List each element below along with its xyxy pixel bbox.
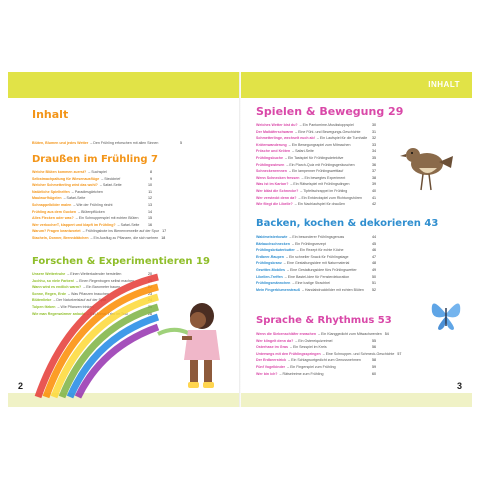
toc-entry[interactable] [32,176,152,183]
entry-page: 36 [372,162,376,167]
entry-title: Tulpen färben [32,304,56,309]
entry-subtitle: – Ein Ostereiquizreimel [295,338,333,343]
entry-subtitle: – Ein schneller Snack für Frühlingstage [285,254,349,259]
entry-subtitle: – Ein Fingerspiel zum Frühling [287,364,336,369]
entry-title: Waldmeisterbowle [256,235,288,239]
entry-subtitle: – Rätselreime zum Frühling [279,371,324,376]
entry-title: Frühlingskräuterbutter [256,248,295,253]
entry-title: Wer klingelt denn da? [256,338,294,343]
entry-page: 37 [372,169,376,174]
toc-entry[interactable] [32,209,152,216]
entry-page: 46 [372,248,376,253]
entry-title: Der Maikäferschwarm [256,129,294,134]
entry-subtitle: – Ein besonderer Frühlingsgenuss [289,235,345,239]
entry-page: 33 [372,142,376,147]
entry-subtitle: – Einen Regenbogen selbst machen [76,278,135,283]
entry-subtitle: – Handabdruckbilder mit echten Blüten [301,287,364,292]
entry-page: 34 [372,149,376,154]
entry-page: 52 [372,287,376,292]
section-title-draussen: Draußen im Frühling 7 [32,154,158,165]
toc-entry[interactable] [256,371,376,378]
entry-page: 47 [372,254,376,259]
toc-entry[interactable] [256,175,376,182]
entry-title: Libellen-Treffen [256,274,283,279]
entry-title: Frühlingskranz [256,261,282,266]
entry-subtitle: – Ein Bewegungsspiel zum Mitmachen [288,142,351,147]
right-page [240,72,472,407]
entry-title: Frühlingsmännchen [256,281,291,286]
bottom-band [240,393,472,407]
entry-subtitle: – Ein Rezept für echte Köche [296,248,344,253]
entry-subtitle: – Ein Entdeckspiel zum Richtungshören [298,195,363,200]
entry-page: 48 [372,261,376,266]
entry-title: Fünf Vogelkinder [256,364,286,369]
entry-subtitle: – Frühlingsbote ins Bienenverwelle auf der Spur [82,229,160,234]
entry-page: 13 [148,202,152,207]
entry-page: 24 [148,298,152,303]
entry-title: Selbstmachpaltung für Wiesenausflüge [32,176,100,181]
entry-subtitle: – Safari-Seite [117,222,140,227]
entry-page: 44 [372,235,376,239]
top-band [8,72,240,98]
entry-subtitle: – Ein Anmal-Trick im Test [87,311,128,316]
entry-title: Sonne, Regen, Erde [32,291,66,296]
entry-page: 14 [148,209,152,214]
entry-subtitle: – Ein Laufspiel für die Turnhalle [316,136,368,141]
top-band [240,72,472,98]
entry-subtitle: – Wie der Frühling riecht [73,202,113,207]
toc-entry[interactable] [256,129,376,136]
entry-subtitle: – Safari-Seite [99,183,122,188]
entry-page: 15 [148,216,152,221]
entry-subtitle: – Ein Klanggedicht zum Mitwachwerden [318,332,382,336]
entry-page: 11 [148,189,152,194]
entry-page: 39 [372,182,376,187]
entry-page: 54 [384,332,389,336]
entry-title: Mein Fingerblumenstrauß [256,287,300,292]
toc-entry[interactable] [256,357,376,364]
entry-page: 40 [372,188,376,193]
toc-entry[interactable] [32,222,152,229]
toc-entry[interactable] [32,202,152,209]
entry-page: 5 [180,141,182,145]
entry-title: Schnappelbilder malen [32,202,72,207]
entry-title: Wenn Schnecken fressen [256,175,300,180]
entry-subtitle: – Eine Bastel-Idee für Fensterdekoration [284,274,350,279]
entry-page: 58 [372,358,376,363]
entry-title: Schneckenrennen [256,169,287,174]
page-number-right: 3 [456,381,462,391]
entry-title: Blütenliebe [32,298,52,303]
toc-entry[interactable] [256,188,376,195]
entry-page: 59 [372,364,376,369]
entry-page: 10 [148,183,152,188]
toc-entry[interactable] [256,234,376,241]
entry-subtitle: – Einen Wetterkalender herstellen [67,272,122,276]
entry-title: Natürliche Spielhelfen [32,189,70,194]
section-title-forschen: Forschen & Experimentieren 19 [32,256,210,267]
toc-entry[interactable] [256,274,376,281]
entry-page: 26 [148,311,152,316]
entry-page: 23 [148,291,152,296]
entry-title: Stacheln, Donner, Brennblätchen [32,235,89,240]
entry-page: 55 [372,338,376,343]
entry-page: 18 [161,235,166,240]
entry-subtitle: – Ein Barometer bauen [83,285,121,290]
entry-title: Frühlingswiesen [256,162,285,167]
page-number-left: 2 [18,381,24,391]
entry-subtitle: – Blütenpflücken [78,209,105,214]
toc-entry[interactable] [32,215,152,222]
entry-subtitle: – Tipfeltschrappel im Frühling [300,188,348,193]
entry-subtitle: – Ein Plarch-Quiz mit Frühlingsgeräuschen [286,162,355,167]
entry-title: Wer versteckt denn da? [256,195,297,200]
toc-entry[interactable] [256,168,376,175]
entry-title: Erdbeer-Raupen [256,254,284,259]
toc-entry[interactable] [256,344,376,351]
entry-subtitle: – Eine Schnupper- und Schmeck-Geschichte [322,351,395,356]
entry-title: Unterwegs mit den Frühlingsspringen [256,351,321,356]
entry-subtitle: – Safari-Seite [63,196,86,201]
entry-title: Welcher Schmetterling wird das wohl? [32,183,98,188]
book-spread [8,72,472,407]
entry-page: 22 [148,285,152,290]
entry-subtitle: – Ein bewegtes Experiment [301,175,346,180]
girl-with-hose-illustration [158,294,230,390]
entry-title: Wer bin ich? [256,371,278,376]
entry-title: Was ist im Karton? [256,182,289,187]
entry-page: 30 [372,123,376,127]
toc-list-backen [256,234,376,293]
entry-title: Wann wird es endlich warm? [32,285,82,290]
entry-title: Gewitter-Mobiles [256,267,285,272]
toc-entry[interactable] [256,155,376,162]
butterfly-illustration [426,294,466,334]
entry-title: Wie man Regenwürmer anlockt [32,311,86,316]
toc-entry[interactable] [256,195,376,202]
toc-entry[interactable] [32,228,167,235]
toc-entry[interactable] [256,135,376,142]
entry-title: Frösche und Kröten [256,149,291,154]
entry-page: 41 [372,195,376,200]
entry-title: Wie fliegt die Libelle? [256,202,293,207]
entry-subtitle: – Steckbrief [101,176,121,181]
entry-subtitle: – Eine Gestaltungsidee fürs Frühlingswetter [286,267,357,272]
entry-page: 56 [372,345,376,350]
toc-entry[interactable] [256,122,376,129]
entry-title: Bärlauchschnecken [256,241,290,246]
toc-entry[interactable] [256,364,376,371]
entry-page: 9 [150,176,152,181]
toc-entry[interactable] [32,235,166,242]
intro-entry[interactable] [32,140,182,147]
entry-subtitle: – Wie Pflanzen trinken [57,304,94,309]
toc-entry[interactable] [32,195,152,202]
toc-entry[interactable] [256,162,376,169]
entry-page: 12 [148,196,152,201]
entry-title: Wer bläst die Schnecke? [256,188,299,193]
toc-list-spielen [256,122,376,208]
toc-entry[interactable] [256,142,376,149]
entry-page: 32 [372,136,376,141]
entry-title: Unsere Wettertruhe [32,272,66,276]
entry-page: 60 [372,371,376,376]
entry-subtitle: – Ein Sesspiel im Kreis [289,345,327,350]
toc-entry[interactable] [256,260,376,267]
entry-title: Krötenwanderung [256,142,287,147]
band-label: INHALT [428,80,460,89]
entry-page: 45 [372,241,376,246]
entry-page: 16 [148,222,152,227]
entry-title: Warum? Fragen beantwortet [32,229,81,234]
entry-subtitle: – Ein Schlagwortgedicht zum Genussnehmen [288,358,361,363]
entry-page: 20 [148,272,152,276]
entry-subtitle: – Ein Nachlaufspiel für draußen [294,202,346,207]
entry-title: Juchhu, so viele Farben! [32,278,75,283]
entry-subtitle: – Ein lampenner Frühlingswettlauf [288,169,344,174]
entry-page: 8 [150,170,152,174]
toc-entry[interactable] [256,181,376,188]
entry-title: Wer verkocherT, klappert und klapft im Frühling? [32,222,116,227]
page-fold [239,72,241,407]
entry-page: 25 [148,304,152,309]
entry-subtitle: – Eine Fühl- und Bewegungs-Geschichte [295,129,361,134]
entry-subtitle: – Ein Tastspiel für Frühlingsdetektive [284,155,344,160]
toc-entry[interactable] [256,351,402,358]
toc-entry[interactable] [32,169,152,176]
entry-page: 31 [372,129,376,134]
entry-page: 38 [372,175,376,180]
entry-page: 42 [372,202,376,207]
toc-entry[interactable] [256,280,376,287]
toc-entry[interactable] [32,189,152,196]
entry-title: Alles Flecken oder was? [32,216,74,221]
entry-subtitle: – Ein Schnupperspiel mit echten Blüten [75,216,139,221]
toc-entry[interactable] [256,254,376,261]
entry-title: Frühlingsbuche [256,155,283,160]
entry-title: Welches Wetter bist du? [256,123,298,127]
entry-subtitle: – Suchspiel [88,170,107,174]
entry-subtitle: – Eine lustige Strachbei [292,281,331,286]
entry-page: 21 [148,278,152,283]
entry-title: Schmetterlinge, wechselt euch ab! [256,136,315,141]
toc-entry[interactable] [256,331,389,338]
left-page [8,72,240,407]
toc-entry[interactable] [256,241,376,248]
rainbow-illustration [18,267,158,397]
section-title-spielen: Spielen & Bewegung 29 [256,105,404,118]
entry-subtitle: – Paradiesgärtchen [71,189,103,194]
entry-title: Wenn die Siebenschläfer erwachen [256,332,317,336]
entry-page: 17 [162,229,167,234]
entry-subtitle: – Den Frühling erforschen mit allen Sinnen [90,141,159,145]
entry-subtitle: – Der Naturkreislauf auf der Spur [53,298,107,303]
entry-subtitle: – Ein Frühlingsrezept [291,241,326,246]
page-title: Inhalt [32,108,69,121]
entry-title: Osterhase im Gras [256,345,288,350]
toc-list-sprache [256,331,402,377]
entry-subtitle: – Was Pflanzen brauchen [67,291,109,296]
entry-page: 49 [372,267,376,272]
entry-title: Welche Blüten kommen zuerst? [32,170,87,174]
entry-subtitle: – Safari-Seite [292,149,314,154]
bird-illustration [395,138,455,192]
entry-subtitle: – Ein Ausflug zu Pflanzen, die sich wehren [90,235,159,240]
toc-list-draussen [32,169,167,242]
toc-entry[interactable] [256,338,376,345]
toc-entry[interactable] [256,148,376,155]
toc-entry[interactable] [256,267,376,274]
entry-subtitle: – Ein Rätselspiel mit Frühlingsdingen [290,182,350,187]
entry-page: 51 [372,281,376,286]
entry-title: Frühling aus dem Gucken [32,209,77,214]
entry-title: Blüten, Blumen und jedes Wetter [32,141,89,145]
toc-entry[interactable] [256,201,376,208]
entry-page: 50 [372,274,376,279]
entry-subtitle: – Eine Gestaltungsidee mit Naturmaterial [283,261,350,266]
toc-entry[interactable] [256,287,376,294]
entry-page: 57 [397,351,402,356]
toc-entry[interactable] [32,182,152,189]
toc-entry[interactable] [256,247,376,254]
entry-title: Der Erdbeerstrick [256,358,287,363]
entry-subtitle: – Ein Pantomime-Musikstoppspiel [299,123,354,127]
section-title-sprache: Sprache & Rhythmus 53 [256,315,392,326]
entry-page: 35 [372,155,376,160]
entry-title: Maulwurfhügelen [32,196,62,201]
section-title-backen: Backen, kochen & dekorieren 43 [256,218,439,229]
